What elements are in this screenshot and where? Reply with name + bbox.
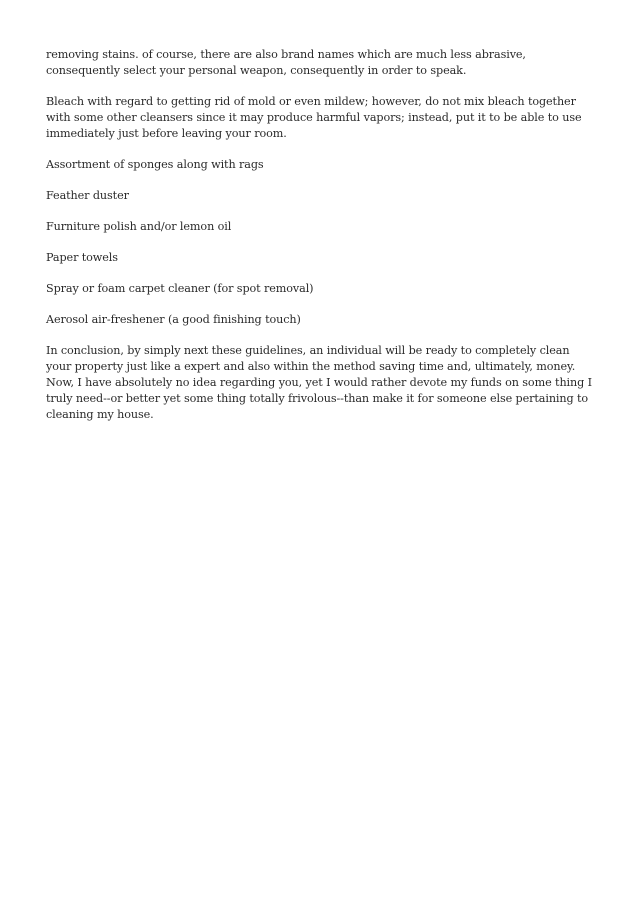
list-item-sponges: Assortment of sponges along with rags [46,158,264,171]
list-item-carpet-cleaner: Spray or foam carpet cleaner (for spot removal) [46,282,314,295]
list-item-paper-towels: Paper towels [46,251,118,264]
list-item-feather-duster: Feather duster [46,189,129,202]
list-item-furniture-polish: Furniture polish and/or lemon oil [46,220,232,233]
paragraph-bleach: Bleach with regard to getting rid of mold or even mildew; however, do not mix bleach together with some other cleansers since it may produce harmful vapors; instead, put it to be able to use immediately just before leaving your room. [46,95,582,140]
paragraph-stains: removing stains. of course, there are also brand names which are much less abrasive, consequently select your personal weapon, consequently in order to speak. [46,48,526,77]
paragraph-conclusion: In conclusion, by simply next these guidelines, an individual will be ready to completely clean your property just like a expert and also within the method saving time and, ultimately, money. Now, I have absolutely no idea regarding you, yet I would rather devote my funds on some thing I truly need--or better yet some thing totally frivolous--than make it for someone else pertaining to cleaning my house. [46,344,592,421]
list-item-air-freshener: Aerosol air-freshener (a good finishing touch) [46,313,301,326]
